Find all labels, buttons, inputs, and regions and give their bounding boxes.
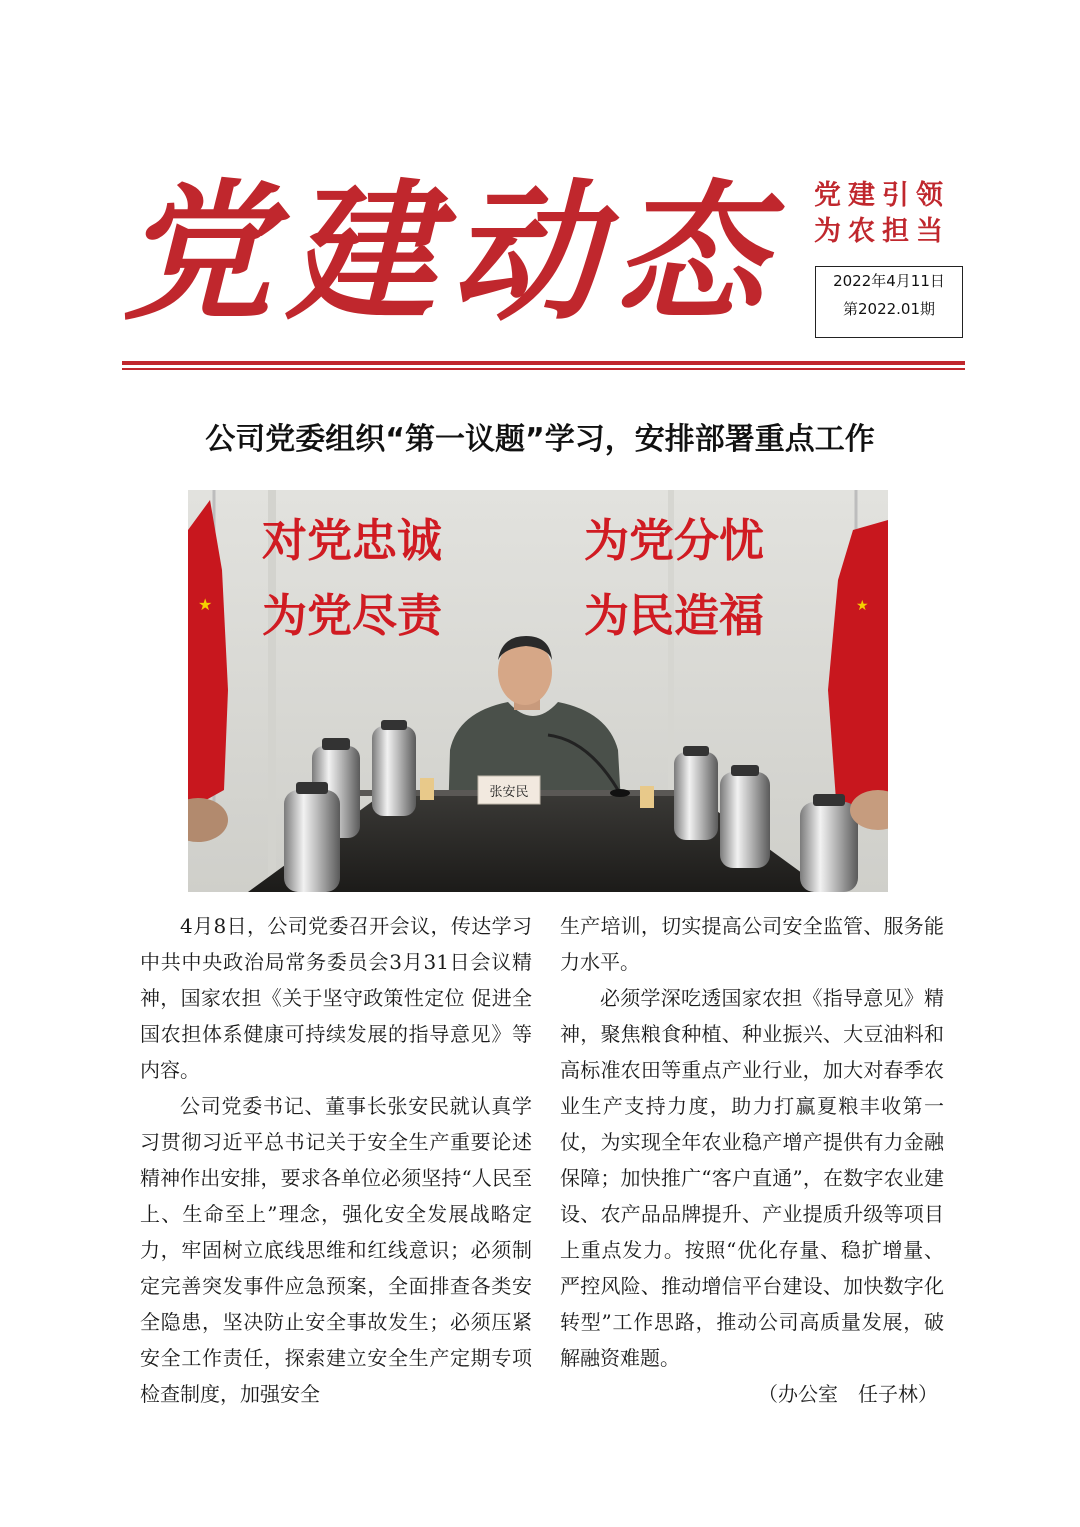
article-photo <box>188 490 888 892</box>
paragraph-1: 4月8日，公司党委召开会议，传达学习中共中央政治局常务委员会3月31日会议精神，国家农担《关于坚守政策性定位 促进全国农担体系健康可持续发展的指导意见》等内容。 <box>140 914 532 1082</box>
masthead <box>122 165 965 378</box>
svg-text:★: ★ <box>856 598 869 614</box>
banner-2: 为党分忧 <box>584 514 765 567</box>
nameplate: 张安民 <box>489 785 529 800</box>
masthead-rule-thick <box>122 361 965 365</box>
article-body-left <box>140 908 532 1412</box>
paragraph-2-continued: 生产培训，切实提高公司安全监管、服务能力水平。 <box>560 914 944 974</box>
issue-date: 2022年4月11日 <box>833 272 945 290</box>
banner-1: 对党忠诚 <box>262 514 443 567</box>
byline: （办公室 任子林） <box>758 1382 938 1406</box>
masthead-rule-thin <box>122 368 965 370</box>
issue-number: 第2022.01期 <box>842 300 936 318</box>
issue-box <box>815 266 963 338</box>
article-body-right <box>560 908 944 1412</box>
banner-4: 为民造福 <box>584 589 765 642</box>
slogan-line-1: 党建引领 <box>814 180 950 211</box>
slogan-line-2: 为农担当 <box>814 216 950 247</box>
svg-text:★: ★ <box>198 595 213 614</box>
paragraph-2: 公司党委书记、董事长张安民就认真学习贯彻习近平总书记关于安全生产重要论述精神作出安排，要求各单位必须坚持“人民至上、生命至上”理念，强化安全发展战略定力，牢固树立底线思维和红线意识；必须制定完善突发事件应急预案，全面排查各类安全隐患，坚决防止安全事故发生；必须压紧安全工作责任，探索建立安全生产定期专项检查制度，加强安全 <box>140 1094 532 1406</box>
banner-3: 为党尽责 <box>262 589 443 642</box>
masthead-title: 党建动态 <box>122 165 779 341</box>
paragraph-3: 必须学深吃透国家农担《指导意见》精神，聚焦粮食种植、种业振兴、大豆油料和高标准农田等重点产业行业，加大对春季农业生产支持力度，助力打赢夏粮丰收第一仗，为实现全年农业稳产增产提供有力金融保障；加快推广“客户直通”，在数字农业建设、农产品品牌提升、产业提质升级等项目上重点发力。按照“优化存量、稳扩增量、严控风险、推动增信平台建设、加快数字化转型”工作思路，推动公司高质量发展，破解融资难题。 <box>560 986 944 1370</box>
article-headline: 公司党委组织“第一议题”学习，安排部署重点工作 <box>205 422 875 457</box>
slogan <box>814 178 965 250</box>
